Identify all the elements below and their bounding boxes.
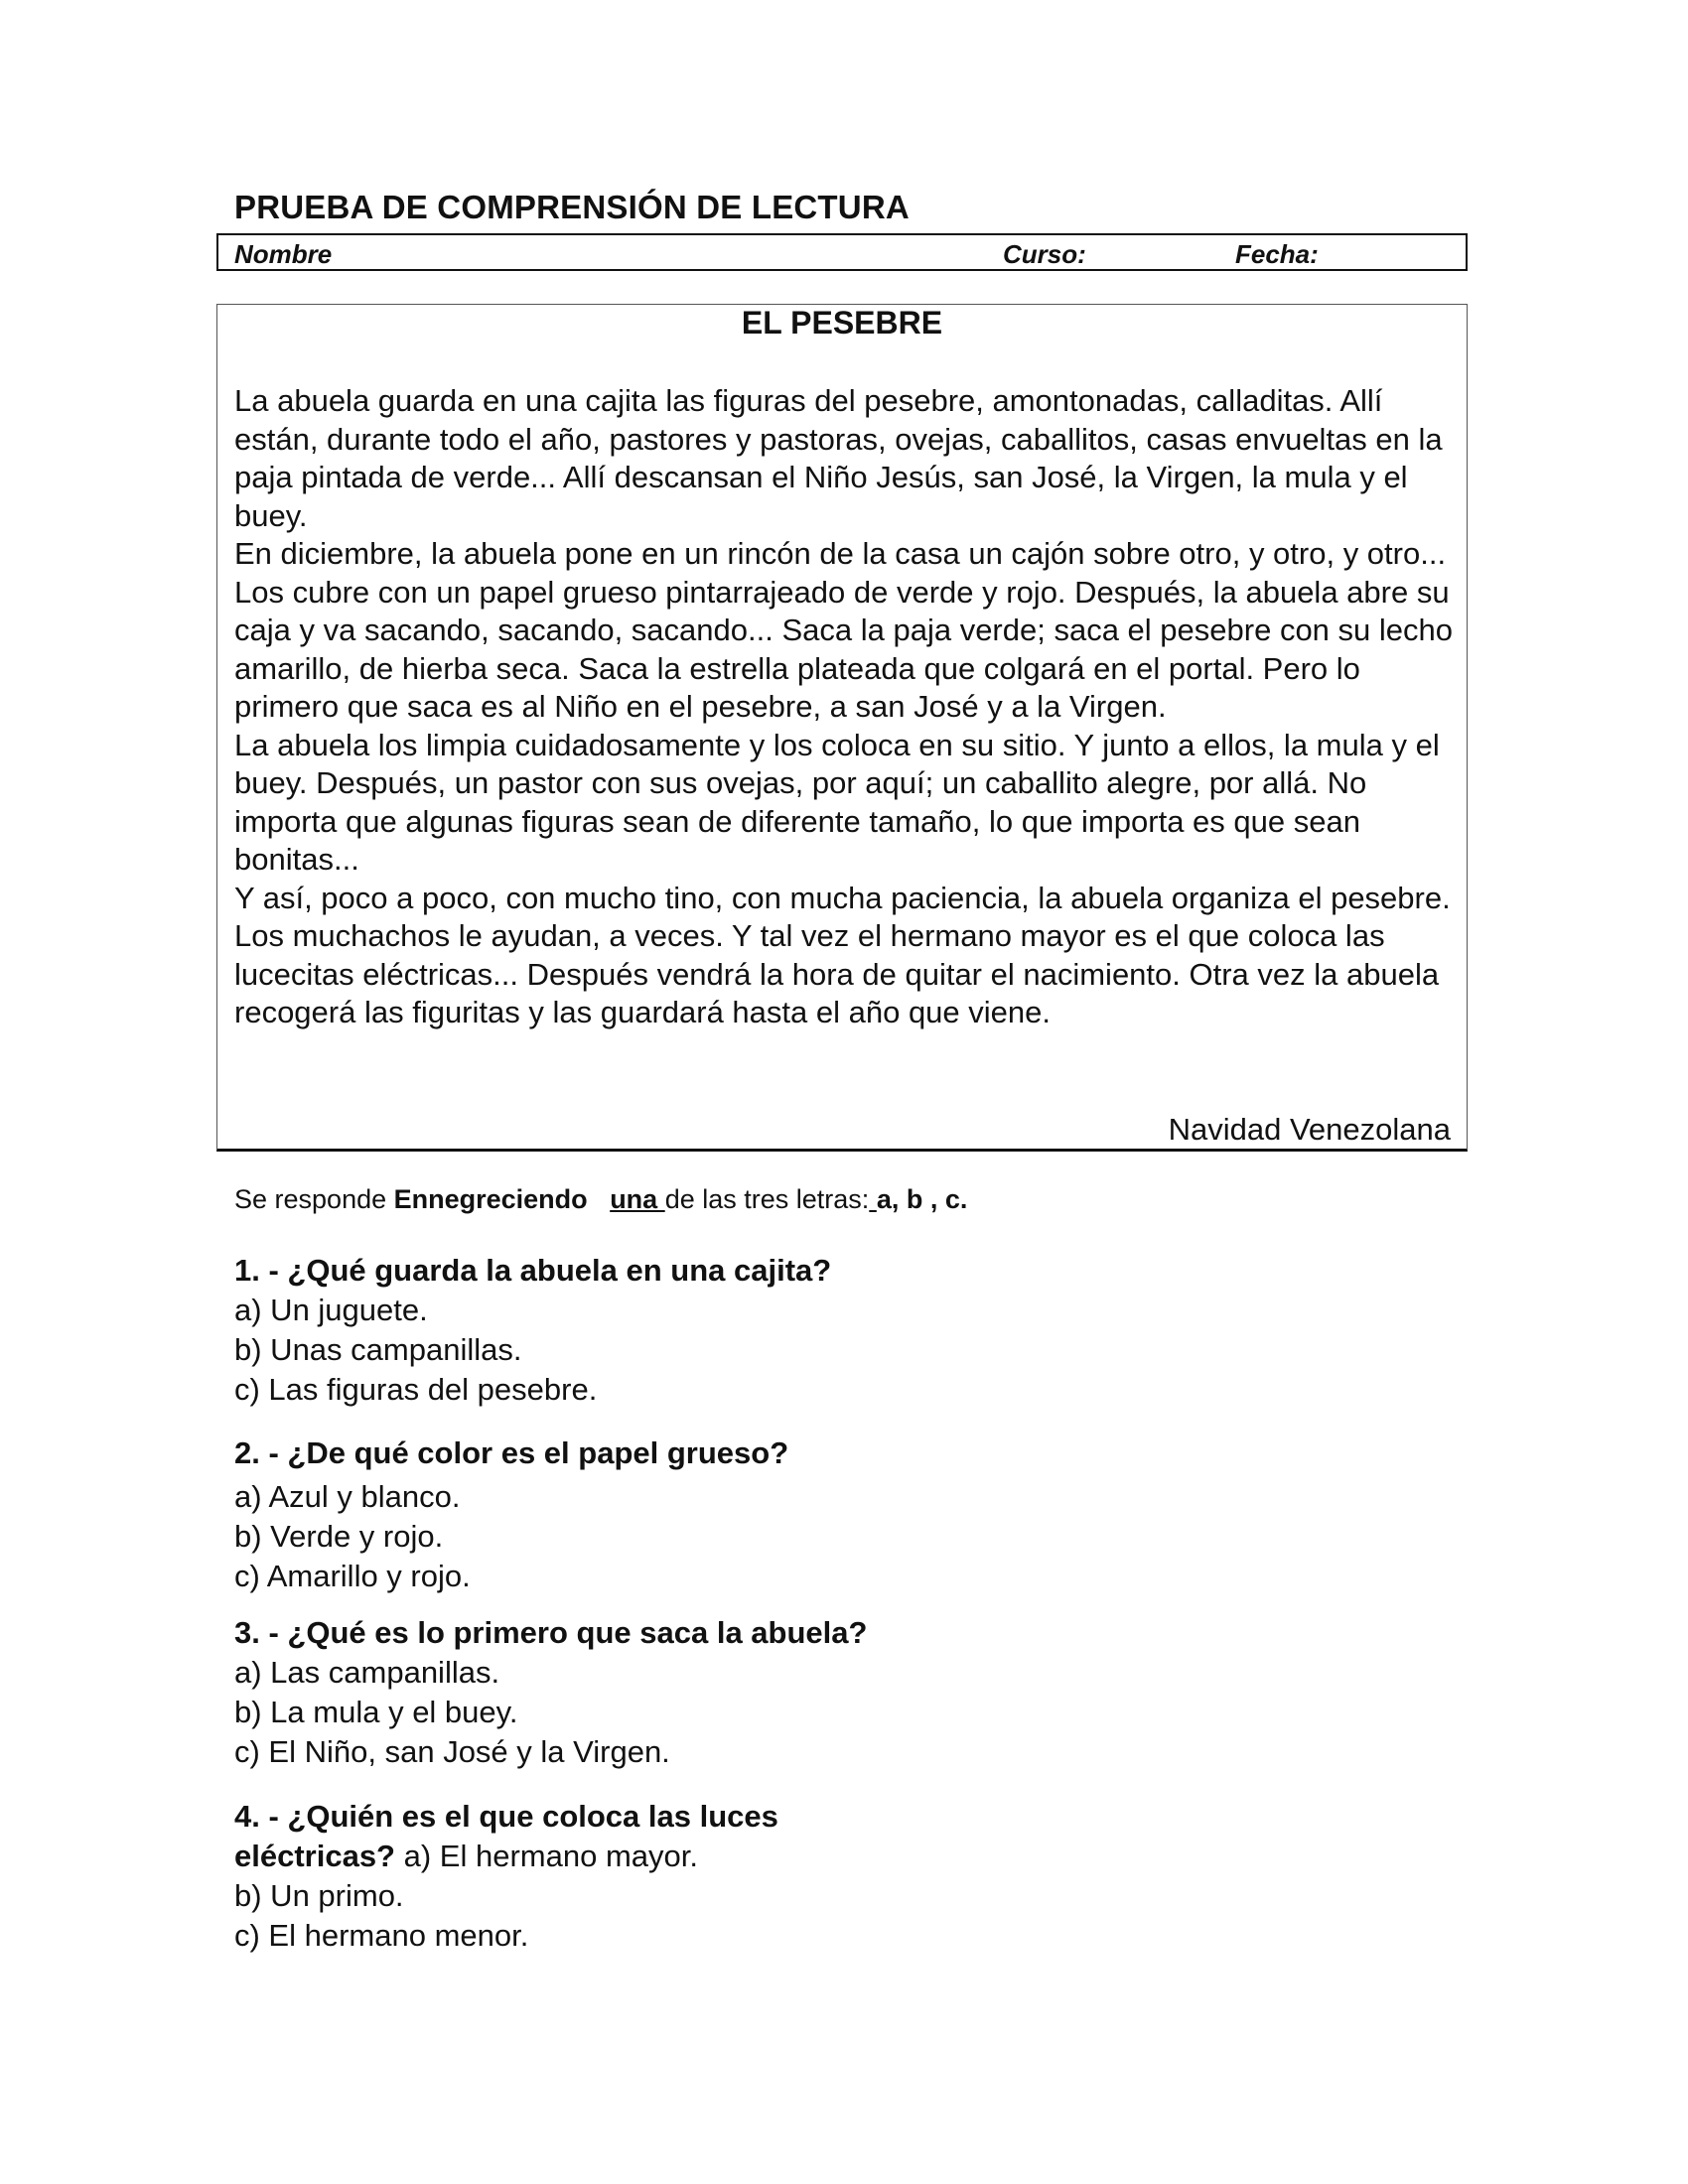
question-text-end: eléctricas?	[234, 1839, 395, 1873]
answer-option-c[interactable]: c) Las figuras del pesebre.	[234, 1372, 598, 1407]
question-text-continued	[234, 1837, 778, 1876]
question-text: 1. - ¿Qué guarda la abuela en una cajita?	[234, 1253, 832, 1288]
story-paragraph: Y así, poco a poco, con mucho tino, con mucha paciencia, la abuela organiza el pesebre. Los muchachos le ayudan, a veces. Y tal vez el hermano mayor es el que coloca las lucecitas eléctricas... Después vendrá la hora de quitar el nacimiento. Otra vez la abuela recogerá las figuritas y las guardará hasta el año que viene.	[234, 880, 1451, 1029]
instructions-letters: a, b , c.	[876, 1184, 968, 1214]
story-body	[234, 382, 1466, 1032]
answer-option-b[interactable]: b) Verde y rojo.	[234, 1519, 444, 1554]
instructions-emphasis: Ennegreciendo	[393, 1184, 588, 1214]
story-paragraph: En diciembre, la abuela pone en un rincón de la casa un cajón sobre otro, y otro, y otro... Los cubre con un papel grueso pintarrajeado de verde y rojo. Después, la abuela abre su caja y va sacando, sacando, sacando... Saca la paja verde; saca el pesebre con su lecho amarillo, de hierba seca. Saca la estrella plateada que colgará en el portal. Pero lo primero que saca es al Niño en el pesebre, a san José y a la Virgen.	[234, 536, 1453, 724]
question-1	[234, 1251, 831, 1410]
answer-option-b[interactable]: b) Unas campanillas.	[234, 1332, 522, 1367]
answer-option-c[interactable]: c) Amarillo y rojo.	[234, 1559, 471, 1593]
story-source: Navidad Venezolana	[1168, 1112, 1451, 1147]
answer-option-b[interactable]: b) La mula y el buey.	[234, 1695, 518, 1729]
story-paragraph: La abuela guarda en una cajita las figuras del pesebre, amontonadas, calladitas. Allí están, durante todo el año, pastores y pastoras, ovejas, caballitos, casas envueltas en la paja pintada de verde... Allí descansan el Niño Jesús, san José, la Virgen, la mula y el buey.	[234, 383, 1443, 533]
question-text: 3. - ¿Qué es lo primero que saca la abuela?	[234, 1615, 868, 1650]
instructions-underlined: una	[610, 1184, 665, 1214]
story-paragraph: La abuela los limpia cuidadosamente y los coloca en su sitio. Y junto a ellos, la mula y el buey. Después, un pastor con sus ovejas, por aquí; un caballito alegre, por allá. No importa que algunas figuras sean de diferente tamaño, lo que importa es que sean bonitas...	[234, 727, 1440, 877]
student-info-table	[216, 233, 1468, 271]
answer-option-b[interactable]: b) Un primo.	[234, 1878, 404, 1913]
answer-option-c[interactable]: c) El Niño, san José y la Virgen.	[234, 1734, 670, 1769]
name-label: Nombre	[234, 239, 333, 269]
instructions-prefix: Se responde	[234, 1184, 394, 1214]
instructions-middle: de las tres letras:	[664, 1184, 870, 1214]
question-4	[234, 1797, 778, 1956]
question-text: 4. - ¿Quién es el que coloca las luces	[234, 1799, 778, 1834]
answer-option-a[interactable]: a) Azul y blanco.	[234, 1479, 461, 1514]
course-label: Curso:	[1003, 239, 1086, 269]
question-2	[234, 1433, 788, 1596]
instructions-blank	[869, 1184, 877, 1214]
date-label: Fecha:	[1235, 239, 1319, 269]
question-text: 2. - ¿De qué color es el papel grueso?	[234, 1435, 789, 1470]
question-3	[234, 1613, 867, 1772]
instructions	[234, 1184, 967, 1215]
story-box	[216, 304, 1468, 1152]
answer-option-c[interactable]: c) El hermano menor.	[234, 1918, 529, 1953]
answer-option-a[interactable]: a) Las campanillas.	[234, 1655, 500, 1690]
answer-option-a[interactable]: a) El hermano mayor.	[403, 1839, 698, 1873]
answer-option-a[interactable]: a) Un juguete.	[234, 1293, 428, 1327]
page-title: PRUEBA DE COMPRENSIÓN DE LECTURA	[234, 189, 910, 225]
story-title: EL PESEBRE	[741, 305, 943, 341]
